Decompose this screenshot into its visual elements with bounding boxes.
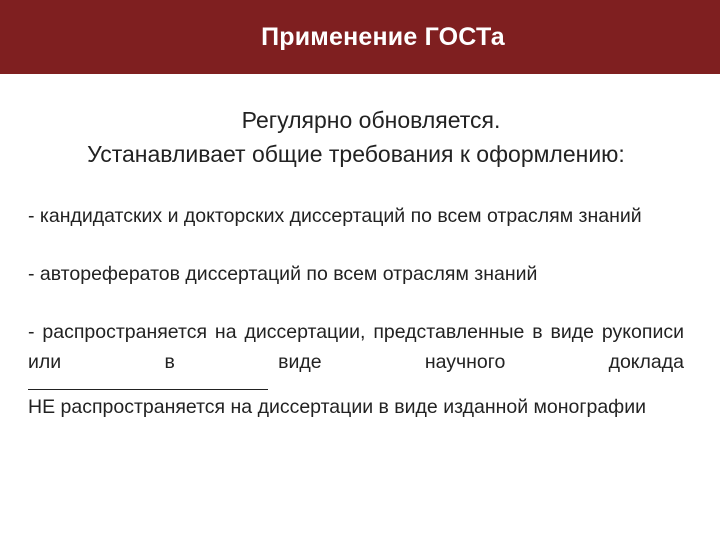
- list-item-abstracts: - авторефератов диссертаций по всем отраслям знаний: [28, 263, 538, 285]
- intro-line-requirements: Устанавливает общие требования к оформлению:: [87, 141, 625, 167]
- list-item-scope: - распространяется на диссертации, представленные в виде рукописи или в виде научного доклада: [28, 321, 684, 373]
- intro-line-updated: Регулярно обновляется.: [241, 107, 501, 133]
- list-item-dissertations: - кандидатских и докторских диссертаций по всем отраслям знаний: [28, 205, 642, 227]
- slide-title: Применение ГОСТа: [261, 22, 505, 51]
- slide-body: [28, 103, 684, 422]
- note-exclusion: НЕ распространяется на диссертации в виде изданной монографии: [28, 396, 647, 418]
- title-bar: [0, 0, 720, 74]
- separator-rule: [28, 389, 268, 390]
